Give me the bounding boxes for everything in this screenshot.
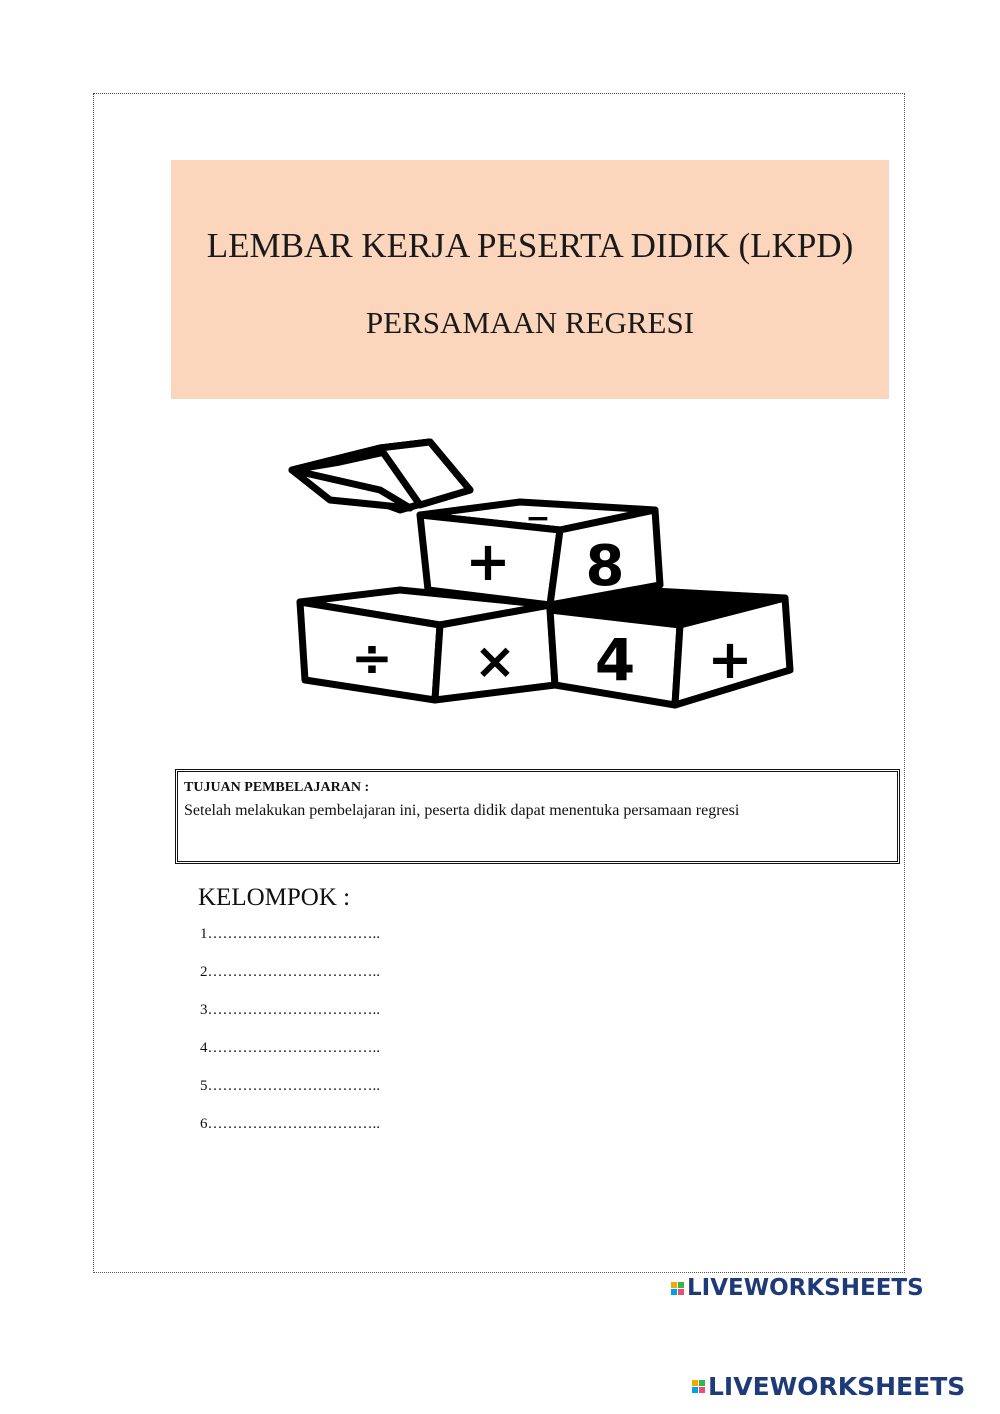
group-member-line[interactable]: 2……………………………..: [200, 964, 380, 980]
group-member-line[interactable]: 1……………………………..: [200, 926, 380, 942]
group-member-line[interactable]: 3……………………………..: [200, 1002, 380, 1018]
liveworksheets-logo-text: LIVEWORKSHEETS: [687, 1275, 924, 1301]
math-dice-icon: [280, 430, 800, 720]
liveworksheets-mark-icon: [671, 1282, 684, 1295]
plus-symbol-2: +: [707, 628, 753, 691]
group-title: KELOMPOK :: [198, 884, 351, 911]
liveworksheets-mark-icon: [692, 1380, 705, 1393]
document-subtitle: PERSAMAAN REGRESI: [365, 305, 695, 340]
liveworksheets-logo-text: LIVEWORKSHEETS: [708, 1372, 966, 1401]
liveworksheets-logo-footer: [692, 1372, 965, 1401]
liveworksheets-logo: [671, 1275, 924, 1301]
times-symbol: ×: [474, 632, 516, 690]
plus-symbol: +: [465, 530, 511, 593]
four-symbol: 4: [594, 626, 636, 694]
group-member-line[interactable]: 6……………………………..: [200, 1116, 380, 1132]
minus-symbol: −: [525, 501, 551, 536]
group-member-list: [200, 924, 380, 1152]
learning-goal-box: [175, 769, 900, 864]
learning-goal-heading: TUJUAN PEMBELAJARAN :: [184, 780, 370, 795]
title-banner: [171, 160, 889, 399]
group-member-line[interactable]: 5……………………………..: [200, 1078, 380, 1094]
eight-symbol: 8: [585, 534, 625, 599]
divide-symbol: ÷: [351, 629, 393, 687]
document-title: LEMBAR KERJA PESERTA DIDIK (LKPD): [206, 226, 854, 265]
learning-goal-text: Setelah melakukan pembelajaran ini, peserta didik dapat menentuka persamaan regresi: [184, 802, 740, 819]
group-member-line[interactable]: 4……………………………..: [200, 1040, 380, 1056]
